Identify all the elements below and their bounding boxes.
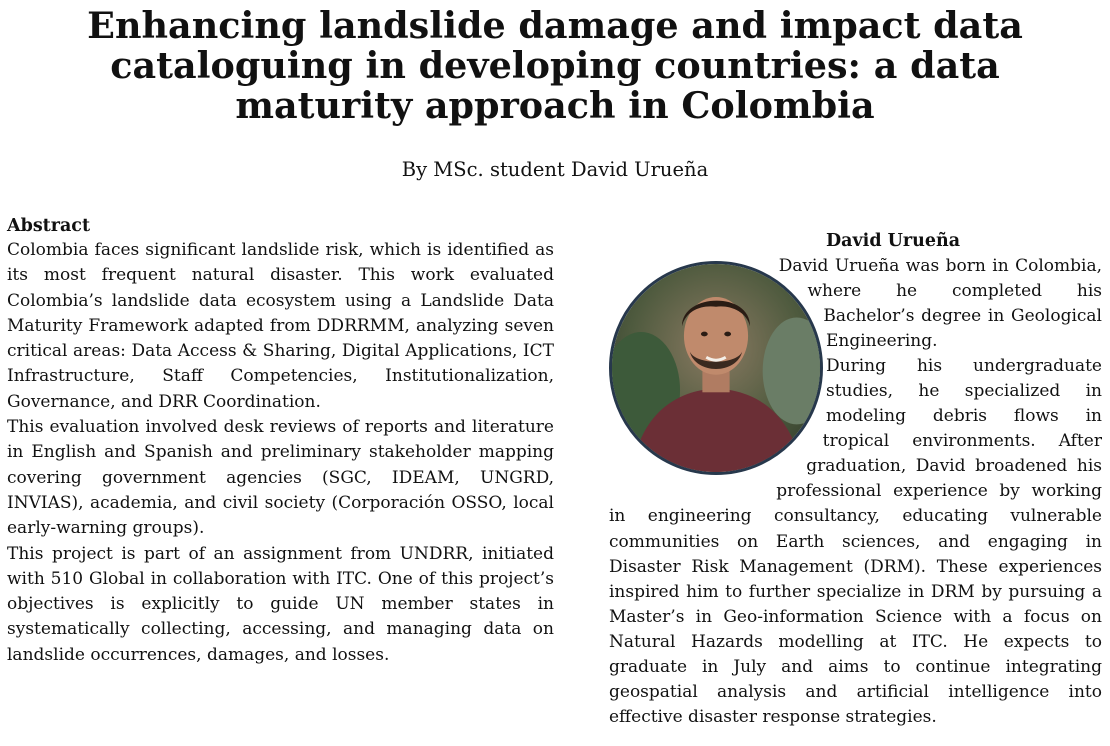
bio-name: David Urueña bbox=[826, 231, 961, 251]
abstract-section bbox=[7, 214, 554, 668]
abstract-paragraph-2: This evaluation involved desk reviews of reports and literature in English and Spanish and preliminary stakeholder mapping covering government agencies (SGC, IDEAM, UNGRD, INVIAS), academia, and civil society (Corporación OSSO, local early-warning groups). bbox=[7, 417, 554, 539]
poster-title: Enhancing landslide damage and impact data cataloguing in developing countries: a data maturity approach in Colombia bbox=[87, 4, 1023, 127]
abstract-paragraph-3: This project is part of an assignment from UNDRR, initiated with 510 Global in collaboration with ITC. One of this project’s objectives is explicitly to guide UN member states in systematically collecting, accessing, and managing data on landslide occurrences, damages, and losses. bbox=[7, 543, 554, 665]
abstract-heading: Abstract bbox=[7, 216, 91, 236]
photo-wrap-spacer bbox=[609, 254, 826, 503]
abstract-paragraph-1: Colombia faces significant landslide risk, which is identified as its most frequent natural disaster. This work evaluated Colombia’s landslide data ecosystem using a Landslide Data Maturity Framework adapted from DDRRMM, analyzing seven critical areas: Data Access & Sharing, Digital Applications, ICT Infrastructure, Staff Competencies, Institutionalization, Governance, and DRR Coordination. bbox=[7, 240, 554, 412]
bio-paragraph-2: During his undergraduate studies, he specialized in modeling debris flows in tropical environments. After graduation, David broadened his professional experience by working in engineering consultancy, educating vulnerable communities on Earth sciences, and engaging in Disaster Risk Management (DRM). These experiences inspired him to further specialize in DRM by pursuing a Master’s in Geo-information Science with a focus on Natural Hazards modelling at ITC. He expects to graduate in July and aims to continue integrating geospatial analysis and artificial intelligence into effective disaster response strategies. bbox=[609, 356, 1102, 727]
bio-paragraph-1: David Urueña was born in Colombia, where he completed his Bachelor’s degree in Geological Engineering. bbox=[778, 256, 1102, 352]
byline: By MSc. student David Urueña bbox=[401, 158, 709, 181]
bio-section bbox=[609, 254, 1102, 730]
